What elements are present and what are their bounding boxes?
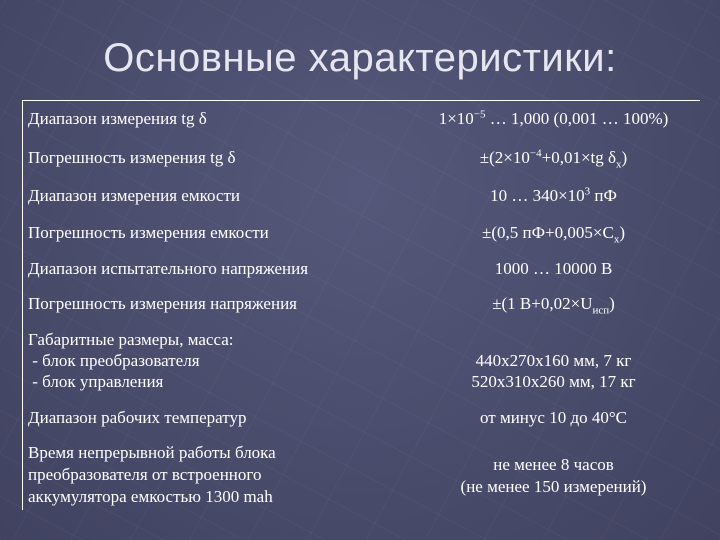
dimensions-control-label: - блок управления: [28, 372, 164, 391]
table-top-border: [22, 100, 700, 101]
dimensions-control-value: 520x310x260 мм, 17 кг: [471, 372, 636, 391]
param-label: Погрешность измерения tg δ: [28, 148, 236, 167]
param-label: Диапазон измерения емкости: [28, 186, 241, 205]
param-value: 10 … $340\times 10^3$ пФ: [490, 185, 617, 205]
table-left-border: [22, 100, 23, 510]
runtime-value-line: не менее 8 часов: [493, 455, 614, 474]
param-value: $1\times 10^{-5}$ … 1,000 (0,001 … 100%): [438, 108, 669, 128]
runtime-label-line: аккумулятора емкостью 1300 mah: [28, 487, 273, 506]
param-value: $\pm(2\times 10^{-4}+0,01\times tg$ $\delta_x$): [479, 147, 628, 171]
param-label: Погрешность измерения емкости: [28, 223, 269, 242]
runtime-label-line: преобразователя от встроенного: [28, 465, 262, 484]
runtime-value-line: (не менее 150 измерений): [460, 477, 647, 496]
slide-title: Основные характеристики:: [103, 36, 617, 80]
param-value: ±(0,5 $пФ+0,005\times C_x$): [482, 223, 625, 246]
param-label: Диапазон испытательного напряжения: [28, 259, 309, 278]
param-label: Диапазон измерения tg δ: [28, 109, 207, 128]
dimensions-converter-label: - блок преобразователя: [28, 351, 200, 370]
dimensions-converter-value: 440x270x160 мм, 7 кг: [475, 351, 632, 370]
param-value: 1000 … 10000 В: [494, 259, 613, 278]
runtime-label-line: Время непрерывной работы блока: [28, 443, 276, 462]
param-label: Диапазон рабочих температур: [28, 408, 247, 427]
param-value: ±(1 $В+0,02\times U_{исп}$): [492, 294, 615, 317]
specifications-table: [22, 100, 700, 510]
param-value: от минус 10 до 40°С: [480, 408, 627, 427]
dimensions-label: Габаритные размеры, масса:: [28, 330, 234, 349]
param-label: Погрешность измерения напряжения: [28, 294, 297, 313]
